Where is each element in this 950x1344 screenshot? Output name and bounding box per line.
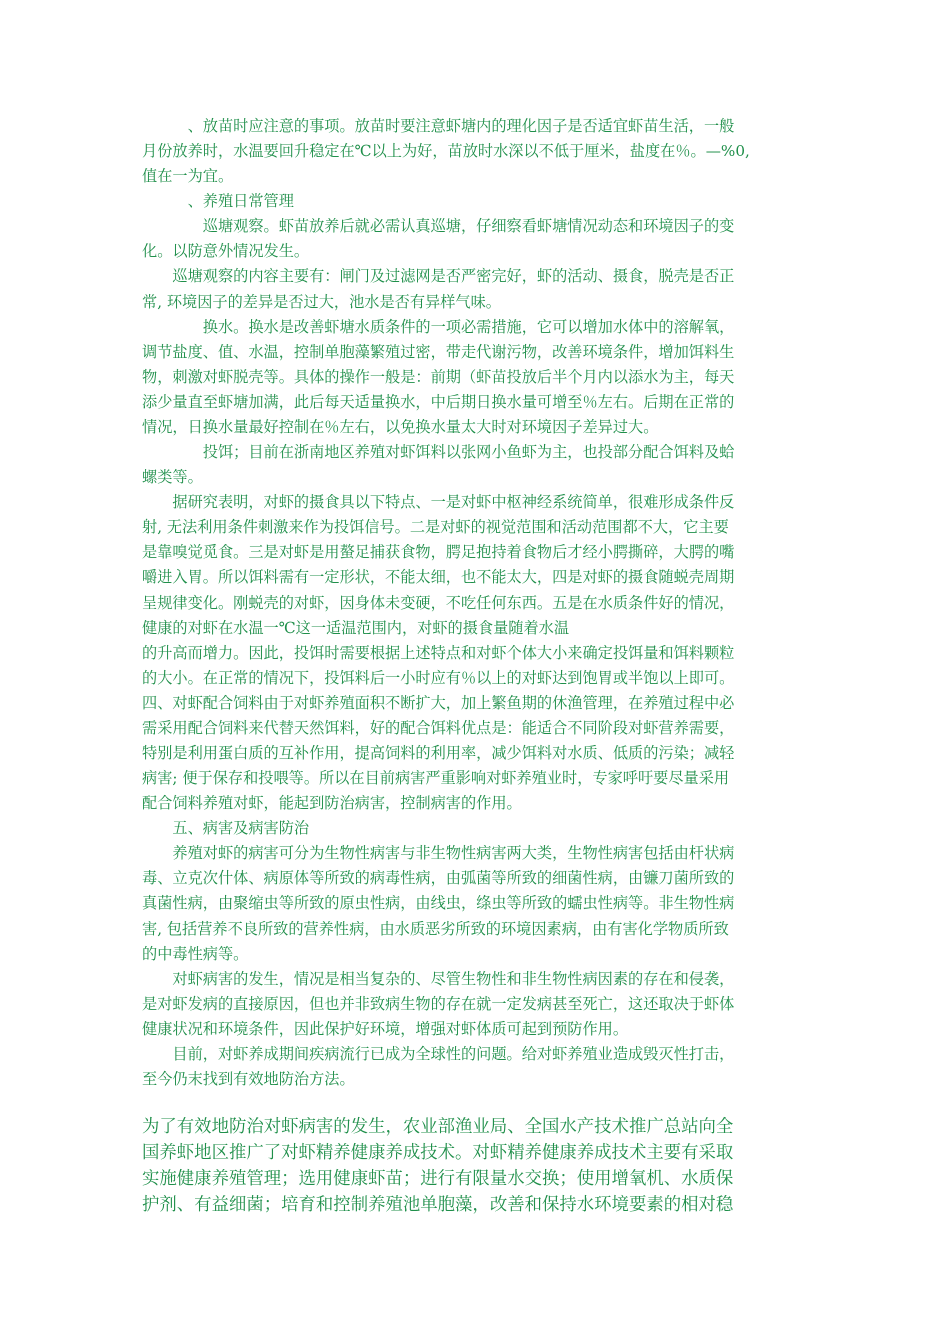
text-line: 、放苗时应注意的事项。放苗时要注意虾塘内的理化因子是否适宜虾苗生活，一般 [142,117,735,135]
text-line: 害, 包括营养不良所致的营养性病，由水质恶劣所致的环境因素病，由有害化学物质所致 [142,919,729,938]
text-line: 化。以防意外情况发生。 [142,242,310,261]
text-line: 的升高而增力。因此，投饵时需要根据上述特点和对虾个体大小来确定投饵量和饵料颗粒 [142,643,735,662]
text-line: 常, 环境因子的差异是否过大，池水是否有异样气味。 [142,292,501,311]
text-line: 螺类等。 [142,468,203,487]
text-line: 嚼进入胃。所以饵料需有一定形状，不能太细，也不能太大，四是对虾的摄食随蜕壳周期 [142,568,735,587]
text-line: 至今仍末找到有效地防治方法。 [142,1070,355,1089]
text-line: 物，刺激对虾脱壳等。具体的操作一般是：前期（虾苗投放后半个月内以添水为主，每天 [142,367,735,386]
text-line: 呈规律变化。刚蜕壳的对虾，因身体未变硬，不吃任何东西。五是在水质条件好的情况， [142,593,735,612]
text-line: 添少量直至虾塘加满，此后每天适量换水，中后期日换水量可增至％左右。后期在正常的 [142,392,735,411]
text-line: 换水。换水是改善虾塘水质条件的一项必需措施，它可以增加水体中的溶解氧， [142,317,735,336]
text-line: 目前，对虾养成期间疾病流行已成为全球性的问题。给对虾养殖业造成毁灭性打击， [142,1044,735,1063]
text-line: 配合饲料养殖对虾，能起到防治病害，控制病害的作用。 [142,794,522,813]
text-line: 需采用配合饲料来代替天然饵料，好的配合饵料优点是：能适合不同阶段对虾营养需要， [142,718,735,737]
text-line: 健康状况和环境条件，因此保护好环境，增强对虾体质可起到预防作用。 [142,1019,628,1038]
text-line: 健康的对虾在水温一℃这一适温范围内，对虾的摄食量随着水温 [142,618,570,637]
text-line: 四、对虾配合饲料由于对虾养殖面积不断扩大，加上繁鱼期的休渔管理，在养殖过程中必 [142,693,735,712]
text-line-large: 护剂、有益细菌；培育和控制养殖池单胞藻，改善和保持水环境要素的相对稳 [142,1195,734,1215]
text-line: 是对虾发病的直接原因，但也并非致病生物的存在就一定发病甚至死亡，这还取决于虾体 [142,994,735,1013]
text-line-large: 实施健康养殖管理；选用健康虾苗；进行有限量水交换；使用增氧机、水质保 [142,1169,734,1189]
text-line: 调节盐度、值、水温，控制单胞藻繁殖过密，带走代谢污物，改善环境条件，增加饵料生 [142,342,735,361]
text-line: 月份放养时，水温要回升稳定在℃以上为好，苗放时水深以不低于厘米，盐度在％。—%0, [142,142,750,161]
text-line: 的中毒性病等。 [142,944,249,963]
text-line: 是靠嗅觉觅食。三是对虾是用螯足捕获食物，腭足抱持着食物后才经小腭撕碎，大腭的嘴 [142,543,735,562]
text-line: 对虾病害的发生，情况是相当复杂的、尽管生物性和非生物性病因素的存在和侵袭， [142,969,735,988]
text-line: 情况，日换水量最好控制在％左右，以免换水量太大时对环境因子差异过大。 [142,417,659,436]
text-line: 特别是利用蛋白质的互补作用，提高饲料的利用率，减少饵料对水质、低质的污染；减轻 [142,744,735,762]
text-line: 毒、立克次什体、病原体等所致的病毒性病，由弧菌等所致的细菌性病，由镰刀菌所致的 [142,869,735,888]
text-line-large: 为了有效地防治对虾病害的发生，农业部渔业局、全国水产技术推广总站向全 [142,1117,734,1137]
text-line: 的大小。在正常的情况下，投饵料后一小时应有％以上的对虾达到饱胃或半饱以上即可。 [142,668,735,687]
text-line: 射, 无法利用条件刺激来作为投饵信号。二是对虾的视觉范围和活动范围都不大，它主要 [142,518,729,537]
text-line: 养殖对虾的病害可分为生物性病害与非生物性病害两大类，生物性病害包括由杆状病 [142,844,735,863]
text-line: 真菌性病，由聚缩虫等所致的原虫性病，由线虫，绦虫等所致的蠕虫性病等。非生物性病 [142,894,735,913]
text-line: 据研究表明，对虾的摄食具以下特点、一是对虾中枢神经系统简单，很难形成条件反 [142,493,735,512]
text-line: 病害; 便于保存和投喂等。所以在目前病害严重影响对虾养殖业时，专家呼吁要尽量采用 [142,769,730,788]
text-line: 、养殖日常管理 [142,192,294,211]
text-line: 投饵；目前在浙南地区养殖对虾饵料以张网小鱼虾为主，也投部分配合饵料及蛤 [142,443,735,462]
text-line: 巡塘观察。虾苗放养后就必需认真巡塘，仔细察看虾塘情况动态和环境因子的变 [142,217,735,236]
text-line: 巡塘观察的内容主要有：闸门及过滤网是否严密完好，虾的活动、摄食，脱壳是否正 [142,267,735,286]
text-line-large: 国养虾地区推广了对虾精养健康养成技术。对虾精养健康养成技术主要有采取 [142,1143,734,1163]
text-line: 五、病害及病害防治 [142,819,310,838]
text-line: 值在一为宜。 [142,167,234,186]
